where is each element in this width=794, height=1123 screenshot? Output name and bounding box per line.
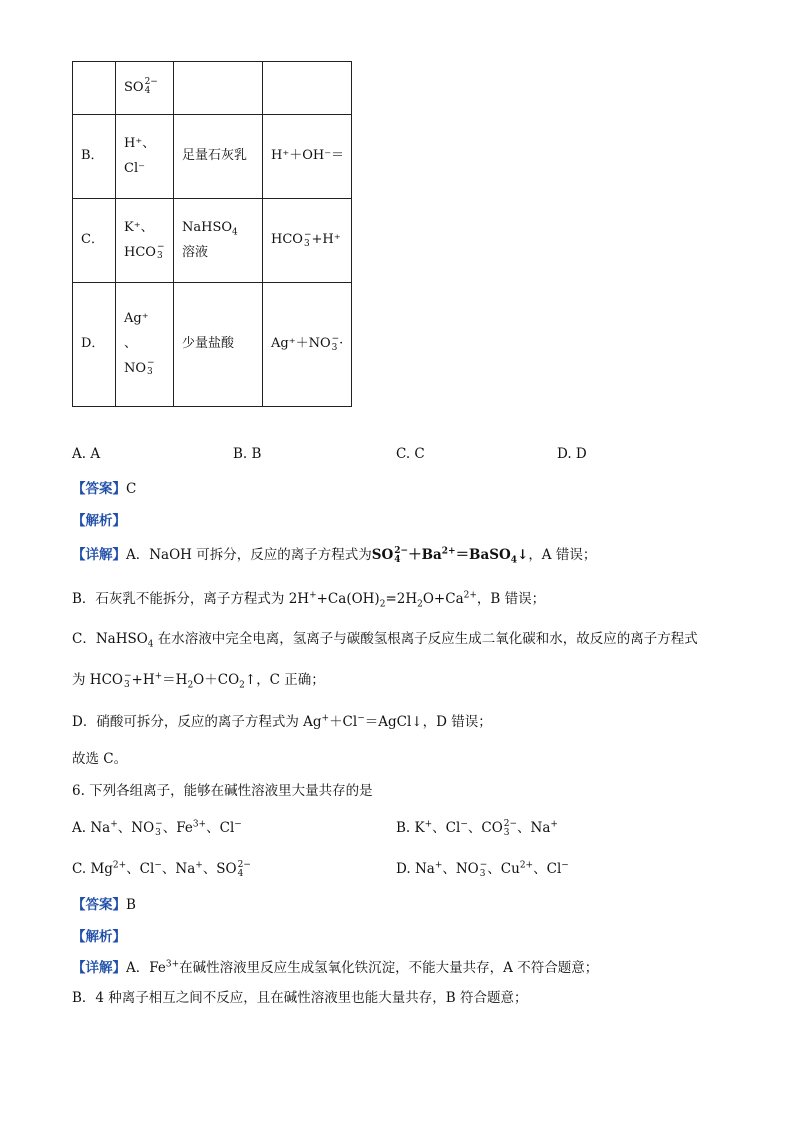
choice-c: C. C <box>396 446 425 462</box>
table-row <box>73 115 352 199</box>
equation-cell: H⁺＋OH⁻＝ <box>263 115 352 199</box>
ion-cell: Ag⁺ 、 NO − 3 <box>116 283 174 407</box>
q6-choice-b: B. K+、Cl−、CO 2− 3 、Na+ <box>396 818 558 838</box>
analysis-q5: 【解析】 <box>72 513 126 529</box>
ion-cell: K⁺、 HCO − 3 <box>116 199 174 283</box>
table-row <box>73 62 352 115</box>
table-row <box>73 199 352 283</box>
row-label: D． <box>73 283 116 407</box>
detail-q6-b: B．4 种离子相互之间不反应，且在碱性溶液里也能大量共存，B 符合题意； <box>72 990 528 1006</box>
detail-q5-a: 【详解】A．NaOH 可拆分，反应的离子方程式为SO 2− 4 $+Ba^{2+}=BaSO_4↓$，A 错误； <box>72 545 597 566</box>
q6-choice-a: A. Na+、NO − 3 、$Fe^{3+}$、Cl− <box>72 818 242 838</box>
row-label: B． <box>73 115 116 199</box>
detail-q5-d: D．硝酸可拆分，反应的离子方程式为 Ag+＋Cl−＝AgCl↓，D 错误； <box>72 713 492 730</box>
question-6-stem: 6. 下列各组离子，能够在碱性溶液里大量共存的是 <box>72 783 373 799</box>
reagent-cell: 少量盐酸 <box>174 283 263 407</box>
answer-q5: 【答案】C <box>72 481 137 497</box>
q6-choice-c: C. $Mg^{2+}$、Cl−、Na+、SO 2− 4 <box>72 859 251 879</box>
detail-q6-a: 【详解】A．$Fe^{3+}$在碱性溶液里反应生成氢氧化铁沉淀，不能大量共存，A 不符合题意； <box>72 959 599 976</box>
ion-cell: H⁺、 Cl⁻ <box>116 115 174 199</box>
ion-cell: SO 2− 4 <box>116 62 174 115</box>
reagent-cell: NaHSO$_4$ 溶液 <box>174 199 263 283</box>
reagent-cell <box>174 62 263 115</box>
choice-d: D. D <box>557 446 587 462</box>
detail-q5-c-line1: C．NaHSO$_4$ 在水溶液中完全电离，氢离子与碳酸氢根离子反应生成二氧化碳和水，故反应的离子方程式 <box>72 631 698 650</box>
equation-cell <box>263 62 352 115</box>
row-label <box>73 62 116 115</box>
analysis-q6: 【解析】 <box>72 929 126 945</box>
ion-reaction-table <box>72 61 352 407</box>
answer-q6: 【答案】B <box>72 897 136 913</box>
conclusion-q5: 故选 C。 <box>72 751 128 767</box>
table-row <box>73 283 352 407</box>
detail-q5-c-line2: 为 HCO − 3 $+H^+=H_2O+CO_2↑$，C 正确； <box>72 670 325 691</box>
row-label: C． <box>73 199 116 283</box>
equation-cell: Ag⁺＋NO − 3 · <box>263 283 352 407</box>
detail-q5-b: B．石灰乳不能拆分，离子方程式为 $2H^++Ca(OH)_2=2H_2O+Ca^{2+}$，B 错误； <box>72 590 546 610</box>
q6-choice-d: D. Na+、NO − 3 、$Cu^{2+}$、Cl− <box>396 859 569 879</box>
reagent-cell: 足量石灰乳 <box>174 115 263 199</box>
equation-cell: HCO − 3 +H⁺ <box>263 199 352 283</box>
choice-a: A. A <box>72 446 101 462</box>
choice-b: B. B <box>233 446 262 462</box>
